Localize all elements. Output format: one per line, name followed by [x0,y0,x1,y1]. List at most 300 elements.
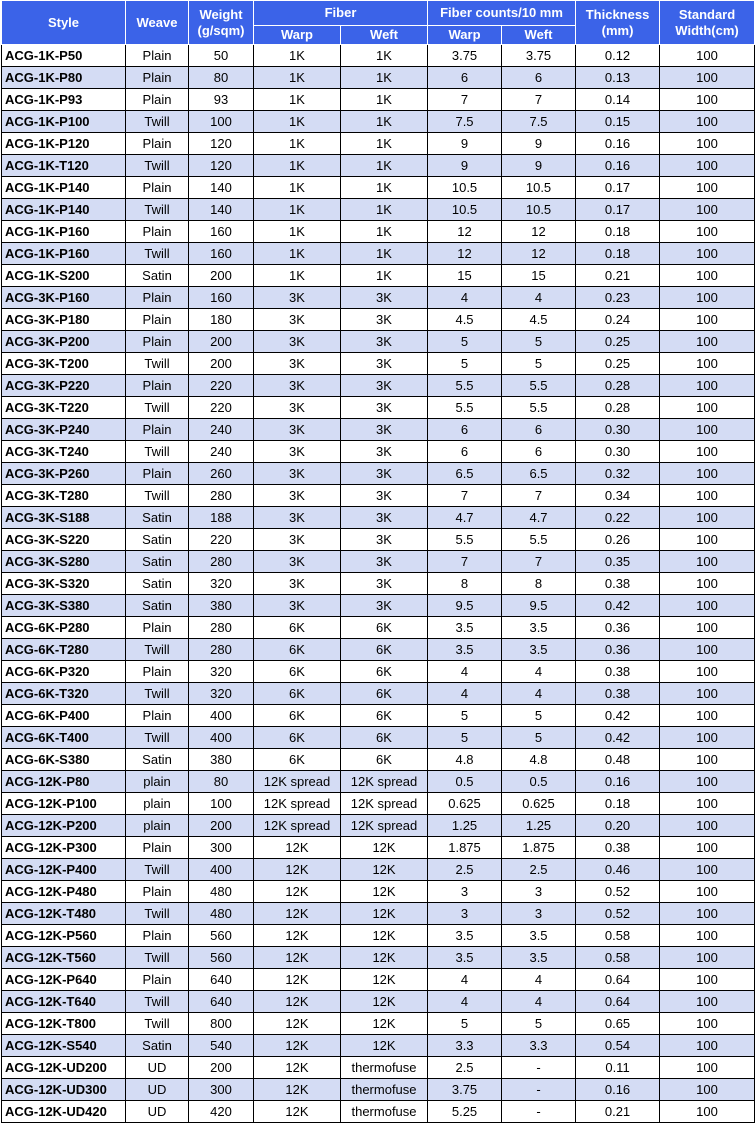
cell-width: 100 [660,1079,755,1101]
cell-thickness: 0.38 [576,661,660,683]
table-row [2,331,755,353]
cell-fiber-weft: 6K [341,749,428,771]
cell-width: 100 [660,309,755,331]
cell-fiber-weft: 3K [341,309,428,331]
cell-width: 100 [660,683,755,705]
cell-style: ACG-3K-S188 [2,507,126,529]
cell-count-warp: 4.7 [428,507,502,529]
cell-style: ACG-3K-P160 [2,287,126,309]
cell-count-warp: 3.5 [428,617,502,639]
carbon-fabric-spec-table [1,0,755,1123]
cell-style: ACG-12K-P200 [2,815,126,837]
cell-count-warp: 2.5 [428,1057,502,1079]
table-row [2,617,755,639]
table-row [2,925,755,947]
cell-weave: Twill [126,947,189,969]
header-standard-width [660,1,755,45]
cell-count-warp: 4 [428,683,502,705]
cell-fiber-warp: 3K [254,397,341,419]
cell-fiber-warp: 3K [254,529,341,551]
table-row [2,441,755,463]
cell-weight: 280 [189,551,254,573]
cell-weight: 220 [189,397,254,419]
cell-fiber-weft: 6K [341,617,428,639]
cell-count-warp: 6 [428,419,502,441]
cell-weave: Plain [126,837,189,859]
table-row [2,639,755,661]
cell-fiber-warp: 1K [254,133,341,155]
cell-fiber-warp: 12K [254,859,341,881]
cell-fiber-warp: 1K [254,221,341,243]
cell-count-weft: 3.5 [502,947,576,969]
cell-fiber-weft: 3K [341,573,428,595]
cell-width: 100 [660,243,755,265]
cell-fiber-warp: 3K [254,441,341,463]
cell-weight: 220 [189,529,254,551]
cell-weave: Twill [126,639,189,661]
cell-fiber-warp: 12K spread [254,771,341,793]
cell-weave: Plain [126,331,189,353]
cell-fiber-weft: 1K [341,177,428,199]
table-row [2,45,755,67]
cell-width: 100 [660,925,755,947]
cell-weight: 100 [189,793,254,815]
cell-thickness: 0.52 [576,881,660,903]
table-row [2,837,755,859]
cell-count-warp: 3 [428,903,502,925]
cell-count-weft: 3.5 [502,617,576,639]
cell-width: 100 [660,221,755,243]
cell-count-weft: 2.5 [502,859,576,881]
cell-style: ACG-3K-T280 [2,485,126,507]
cell-fiber-warp: 1K [254,89,341,111]
cell-count-warp: 12 [428,221,502,243]
cell-fiber-warp: 12K [254,881,341,903]
cell-fiber-weft: 3K [341,551,428,573]
table-row [2,221,755,243]
cell-count-warp: 3.75 [428,1079,502,1101]
cell-weight: 560 [189,925,254,947]
header-fiber: Fiber [254,1,428,26]
cell-count-weft: 4.7 [502,507,576,529]
cell-count-warp: 3.5 [428,925,502,947]
header-thickness-line2: (mm) [601,22,634,38]
cell-width: 100 [660,969,755,991]
cell-count-warp: 5 [428,353,502,375]
cell-fiber-warp: 3K [254,287,341,309]
cell-thickness: 0.28 [576,397,660,419]
cell-fiber-weft: 3K [341,353,428,375]
cell-weight: 120 [189,133,254,155]
cell-thickness: 0.38 [576,683,660,705]
cell-weave: plain [126,771,189,793]
cell-weave: Twill [126,991,189,1013]
header-width-line2: Width(cm) [675,22,739,38]
cell-fiber-weft: 3K [341,287,428,309]
cell-count-warp: 4 [428,991,502,1013]
cell-style: ACG-3K-S280 [2,551,126,573]
cell-thickness: 0.24 [576,309,660,331]
table-row [2,595,755,617]
cell-thickness: 0.11 [576,1057,660,1079]
table-row [2,89,755,111]
cell-count-weft: 7 [502,485,576,507]
cell-weave: Twill [126,155,189,177]
cell-weave: Plain [126,287,189,309]
cell-fiber-warp: 12K [254,837,341,859]
cell-width: 100 [660,815,755,837]
cell-count-weft: 3 [502,903,576,925]
cell-fiber-warp: 3K [254,507,341,529]
cell-count-weft: 3.5 [502,639,576,661]
table-row [2,397,755,419]
cell-count-warp: 9.5 [428,595,502,617]
cell-count-weft: 3.5 [502,925,576,947]
cell-count-weft: 4 [502,287,576,309]
table-row [2,309,755,331]
cell-fiber-weft: 12K [341,1035,428,1057]
cell-count-warp: 5.5 [428,397,502,419]
cell-fiber-weft: 3K [341,375,428,397]
cell-width: 100 [660,529,755,551]
cell-weave: Plain [126,617,189,639]
cell-style: ACG-3K-P180 [2,309,126,331]
cell-thickness: 0.58 [576,925,660,947]
cell-weight: 200 [189,331,254,353]
cell-style: ACG-1K-P160 [2,221,126,243]
cell-weight: 480 [189,903,254,925]
cell-fiber-warp: 3K [254,463,341,485]
cell-weave: Satin [126,529,189,551]
table-row [2,661,755,683]
cell-fiber-weft: 1K [341,243,428,265]
cell-weight: 300 [189,837,254,859]
cell-thickness: 0.30 [576,441,660,463]
cell-width: 100 [660,859,755,881]
cell-count-warp: 7 [428,551,502,573]
cell-weight: 160 [189,287,254,309]
table-header [2,1,755,45]
cell-width: 100 [660,837,755,859]
cell-weight: 400 [189,859,254,881]
cell-fiber-weft: 12K [341,903,428,925]
cell-fiber-warp: 1K [254,243,341,265]
cell-weave: UD [126,1057,189,1079]
cell-fiber-weft: 1K [341,45,428,67]
cell-count-warp: 7.5 [428,111,502,133]
cell-style: ACG-12K-UD200 [2,1057,126,1079]
cell-style: ACG-12K-P400 [2,859,126,881]
cell-thickness: 0.36 [576,639,660,661]
cell-count-warp: 0.5 [428,771,502,793]
cell-thickness: 0.42 [576,727,660,749]
cell-count-warp: 4.5 [428,309,502,331]
table-row [2,683,755,705]
table-row [2,67,755,89]
cell-width: 100 [660,441,755,463]
cell-weight: 300 [189,1079,254,1101]
cell-width: 100 [660,507,755,529]
cell-fiber-weft: 12K [341,1013,428,1035]
cell-style: ACG-12K-UD420 [2,1101,126,1123]
cell-weave: Twill [126,353,189,375]
cell-style: ACG-1K-P140 [2,177,126,199]
cell-count-warp: 8 [428,573,502,595]
cell-width: 100 [660,705,755,727]
cell-weave: Twill [126,111,189,133]
cell-width: 100 [660,793,755,815]
cell-count-warp: 1.25 [428,815,502,837]
cell-thickness: 0.14 [576,89,660,111]
table-row [2,287,755,309]
cell-fiber-warp: 12K [254,903,341,925]
cell-count-weft: 0.5 [502,771,576,793]
cell-width: 100 [660,485,755,507]
cell-thickness: 0.48 [576,749,660,771]
cell-count-warp: 5 [428,727,502,749]
cell-thickness: 0.13 [576,67,660,89]
cell-weight: 180 [189,309,254,331]
cell-weight: 120 [189,155,254,177]
table-row [2,727,755,749]
cell-thickness: 0.28 [576,375,660,397]
cell-weight: 540 [189,1035,254,1057]
cell-count-weft: 1.875 [502,837,576,859]
table-row [2,903,755,925]
cell-weave: Twill [126,683,189,705]
cell-fiber-weft: thermofuse [341,1079,428,1101]
cell-thickness: 0.16 [576,1079,660,1101]
cell-fiber-weft: 12K spread [341,793,428,815]
cell-thickness: 0.42 [576,705,660,727]
cell-width: 100 [660,67,755,89]
cell-style: ACG-3K-T200 [2,353,126,375]
cell-width: 100 [660,463,755,485]
header-width-line1: Standard [678,6,736,22]
header-thickness-line1: Thickness [585,6,650,22]
cell-fiber-weft: thermofuse [341,1101,428,1123]
cell-width: 100 [660,375,755,397]
cell-weave: Plain [126,89,189,111]
cell-fiber-weft: 6K [341,683,428,705]
cell-weight: 320 [189,661,254,683]
cell-thickness: 0.25 [576,331,660,353]
cell-fiber-weft: 6K [341,705,428,727]
cell-count-weft: 3.3 [502,1035,576,1057]
cell-weave: Twill [126,903,189,925]
cell-width: 100 [660,727,755,749]
cell-width: 100 [660,947,755,969]
cell-count-warp: 5 [428,331,502,353]
cell-count-weft: 9 [502,133,576,155]
cell-weave: Plain [126,133,189,155]
cell-fiber-weft: 6K [341,727,428,749]
header-fiber-warp: Warp [254,26,341,45]
cell-style: ACG-3K-S380 [2,595,126,617]
cell-width: 100 [660,771,755,793]
cell-count-weft: 5 [502,727,576,749]
cell-count-warp: 3.5 [428,947,502,969]
cell-width: 100 [660,287,755,309]
cell-weight: 480 [189,881,254,903]
table-row [2,177,755,199]
cell-fiber-warp: 3K [254,309,341,331]
header-counts-weft: Weft [502,26,576,45]
cell-width: 100 [660,45,755,67]
cell-fiber-weft: 1K [341,89,428,111]
cell-width: 100 [660,1035,755,1057]
cell-weight: 400 [189,705,254,727]
cell-width: 100 [660,199,755,221]
cell-width: 100 [660,265,755,287]
cell-width: 100 [660,419,755,441]
cell-weave: Plain [126,45,189,67]
cell-style: ACG-6K-T320 [2,683,126,705]
cell-thickness: 0.12 [576,45,660,67]
cell-weight: 260 [189,463,254,485]
cell-weave: Twill [126,727,189,749]
cell-thickness: 0.15 [576,111,660,133]
table-row [2,111,755,133]
table-row [2,1057,755,1079]
cell-style: ACG-12K-P480 [2,881,126,903]
cell-thickness: 0.17 [576,199,660,221]
cell-width: 100 [660,639,755,661]
cell-fiber-warp: 6K [254,705,341,727]
cell-style: ACG-3K-S220 [2,529,126,551]
table-row [2,155,755,177]
cell-weight: 200 [189,353,254,375]
cell-style: ACG-6K-S380 [2,749,126,771]
cell-fiber-weft: 1K [341,133,428,155]
header-weight-line1: Weight [199,6,243,22]
cell-fiber-warp: 3K [254,573,341,595]
cell-fiber-warp: 12K [254,925,341,947]
table-row [2,881,755,903]
cell-width: 100 [660,1013,755,1035]
table-row [2,551,755,573]
table-row [2,749,755,771]
cell-style: ACG-12K-P80 [2,771,126,793]
cell-style: ACG-12K-P640 [2,969,126,991]
cell-count-weft: 4 [502,991,576,1013]
cell-count-warp: 1.875 [428,837,502,859]
cell-count-weft: 4 [502,969,576,991]
cell-width: 100 [660,573,755,595]
cell-weight: 320 [189,573,254,595]
cell-count-warp: 5.25 [428,1101,502,1123]
cell-count-weft: - [502,1079,576,1101]
cell-fiber-weft: 1K [341,265,428,287]
table-row [2,243,755,265]
table-row [2,991,755,1013]
cell-thickness: 0.16 [576,133,660,155]
cell-fiber-weft: 12K [341,969,428,991]
cell-count-weft: 8 [502,573,576,595]
cell-thickness: 0.30 [576,419,660,441]
cell-fiber-warp: 12K [254,1035,341,1057]
cell-width: 100 [660,551,755,573]
table-row [2,529,755,551]
cell-count-warp: 3.3 [428,1035,502,1057]
cell-count-weft: 9 [502,155,576,177]
cell-count-weft: 10.5 [502,199,576,221]
cell-fiber-weft: 6K [341,639,428,661]
cell-count-warp: 3.5 [428,639,502,661]
header-weight-line2: (g/sqm) [197,22,245,38]
cell-weight: 280 [189,617,254,639]
cell-count-weft: 4 [502,683,576,705]
cell-count-warp: 9 [428,133,502,155]
table-row [2,375,755,397]
cell-thickness: 0.34 [576,485,660,507]
cell-weave: Satin [126,749,189,771]
cell-style: ACG-1K-P160 [2,243,126,265]
cell-fiber-warp: 3K [254,331,341,353]
cell-fiber-weft: 3K [341,419,428,441]
cell-fiber-warp: 12K [254,947,341,969]
cell-fiber-weft: 3K [341,331,428,353]
cell-weave: Twill [126,441,189,463]
cell-weave: Plain [126,463,189,485]
cell-style: ACG-1K-P93 [2,89,126,111]
cell-count-weft: 5 [502,353,576,375]
cell-fiber-weft: 12K [341,859,428,881]
cell-thickness: 0.65 [576,1013,660,1035]
cell-weight: 93 [189,89,254,111]
header-weight [189,1,254,45]
cell-count-warp: 5.5 [428,375,502,397]
table-row [2,353,755,375]
cell-weight: 280 [189,485,254,507]
cell-fiber-weft: 3K [341,441,428,463]
cell-weave: Satin [126,573,189,595]
cell-weight: 140 [189,177,254,199]
cell-weight: 80 [189,67,254,89]
cell-count-warp: 0.625 [428,793,502,815]
cell-weave: Twill [126,485,189,507]
cell-style: ACG-12K-P300 [2,837,126,859]
cell-fiber-weft: 3K [341,507,428,529]
cell-fiber-weft: 12K [341,837,428,859]
cell-fiber-warp: 1K [254,45,341,67]
cell-count-weft: - [502,1057,576,1079]
table-row [2,859,755,881]
cell-fiber-warp: 12K [254,1101,341,1123]
table-row [2,485,755,507]
table-row [2,705,755,727]
cell-fiber-weft: 12K [341,881,428,903]
cell-fiber-weft: 1K [341,67,428,89]
cell-count-weft: 15 [502,265,576,287]
cell-fiber-weft: 12K spread [341,771,428,793]
cell-weave: UD [126,1101,189,1123]
cell-weave: Satin [126,507,189,529]
cell-style: ACG-3K-P240 [2,419,126,441]
cell-count-weft: 5 [502,1013,576,1035]
cell-style: ACG-1K-S200 [2,265,126,287]
cell-count-weft: 4.8 [502,749,576,771]
cell-fiber-weft: 6K [341,661,428,683]
cell-style: ACG-12K-P100 [2,793,126,815]
cell-weave: Satin [126,551,189,573]
cell-width: 100 [660,991,755,1013]
table-row [2,133,755,155]
cell-count-weft: 6 [502,419,576,441]
cell-count-warp: 2.5 [428,859,502,881]
cell-width: 100 [660,661,755,683]
cell-fiber-warp: 3K [254,595,341,617]
